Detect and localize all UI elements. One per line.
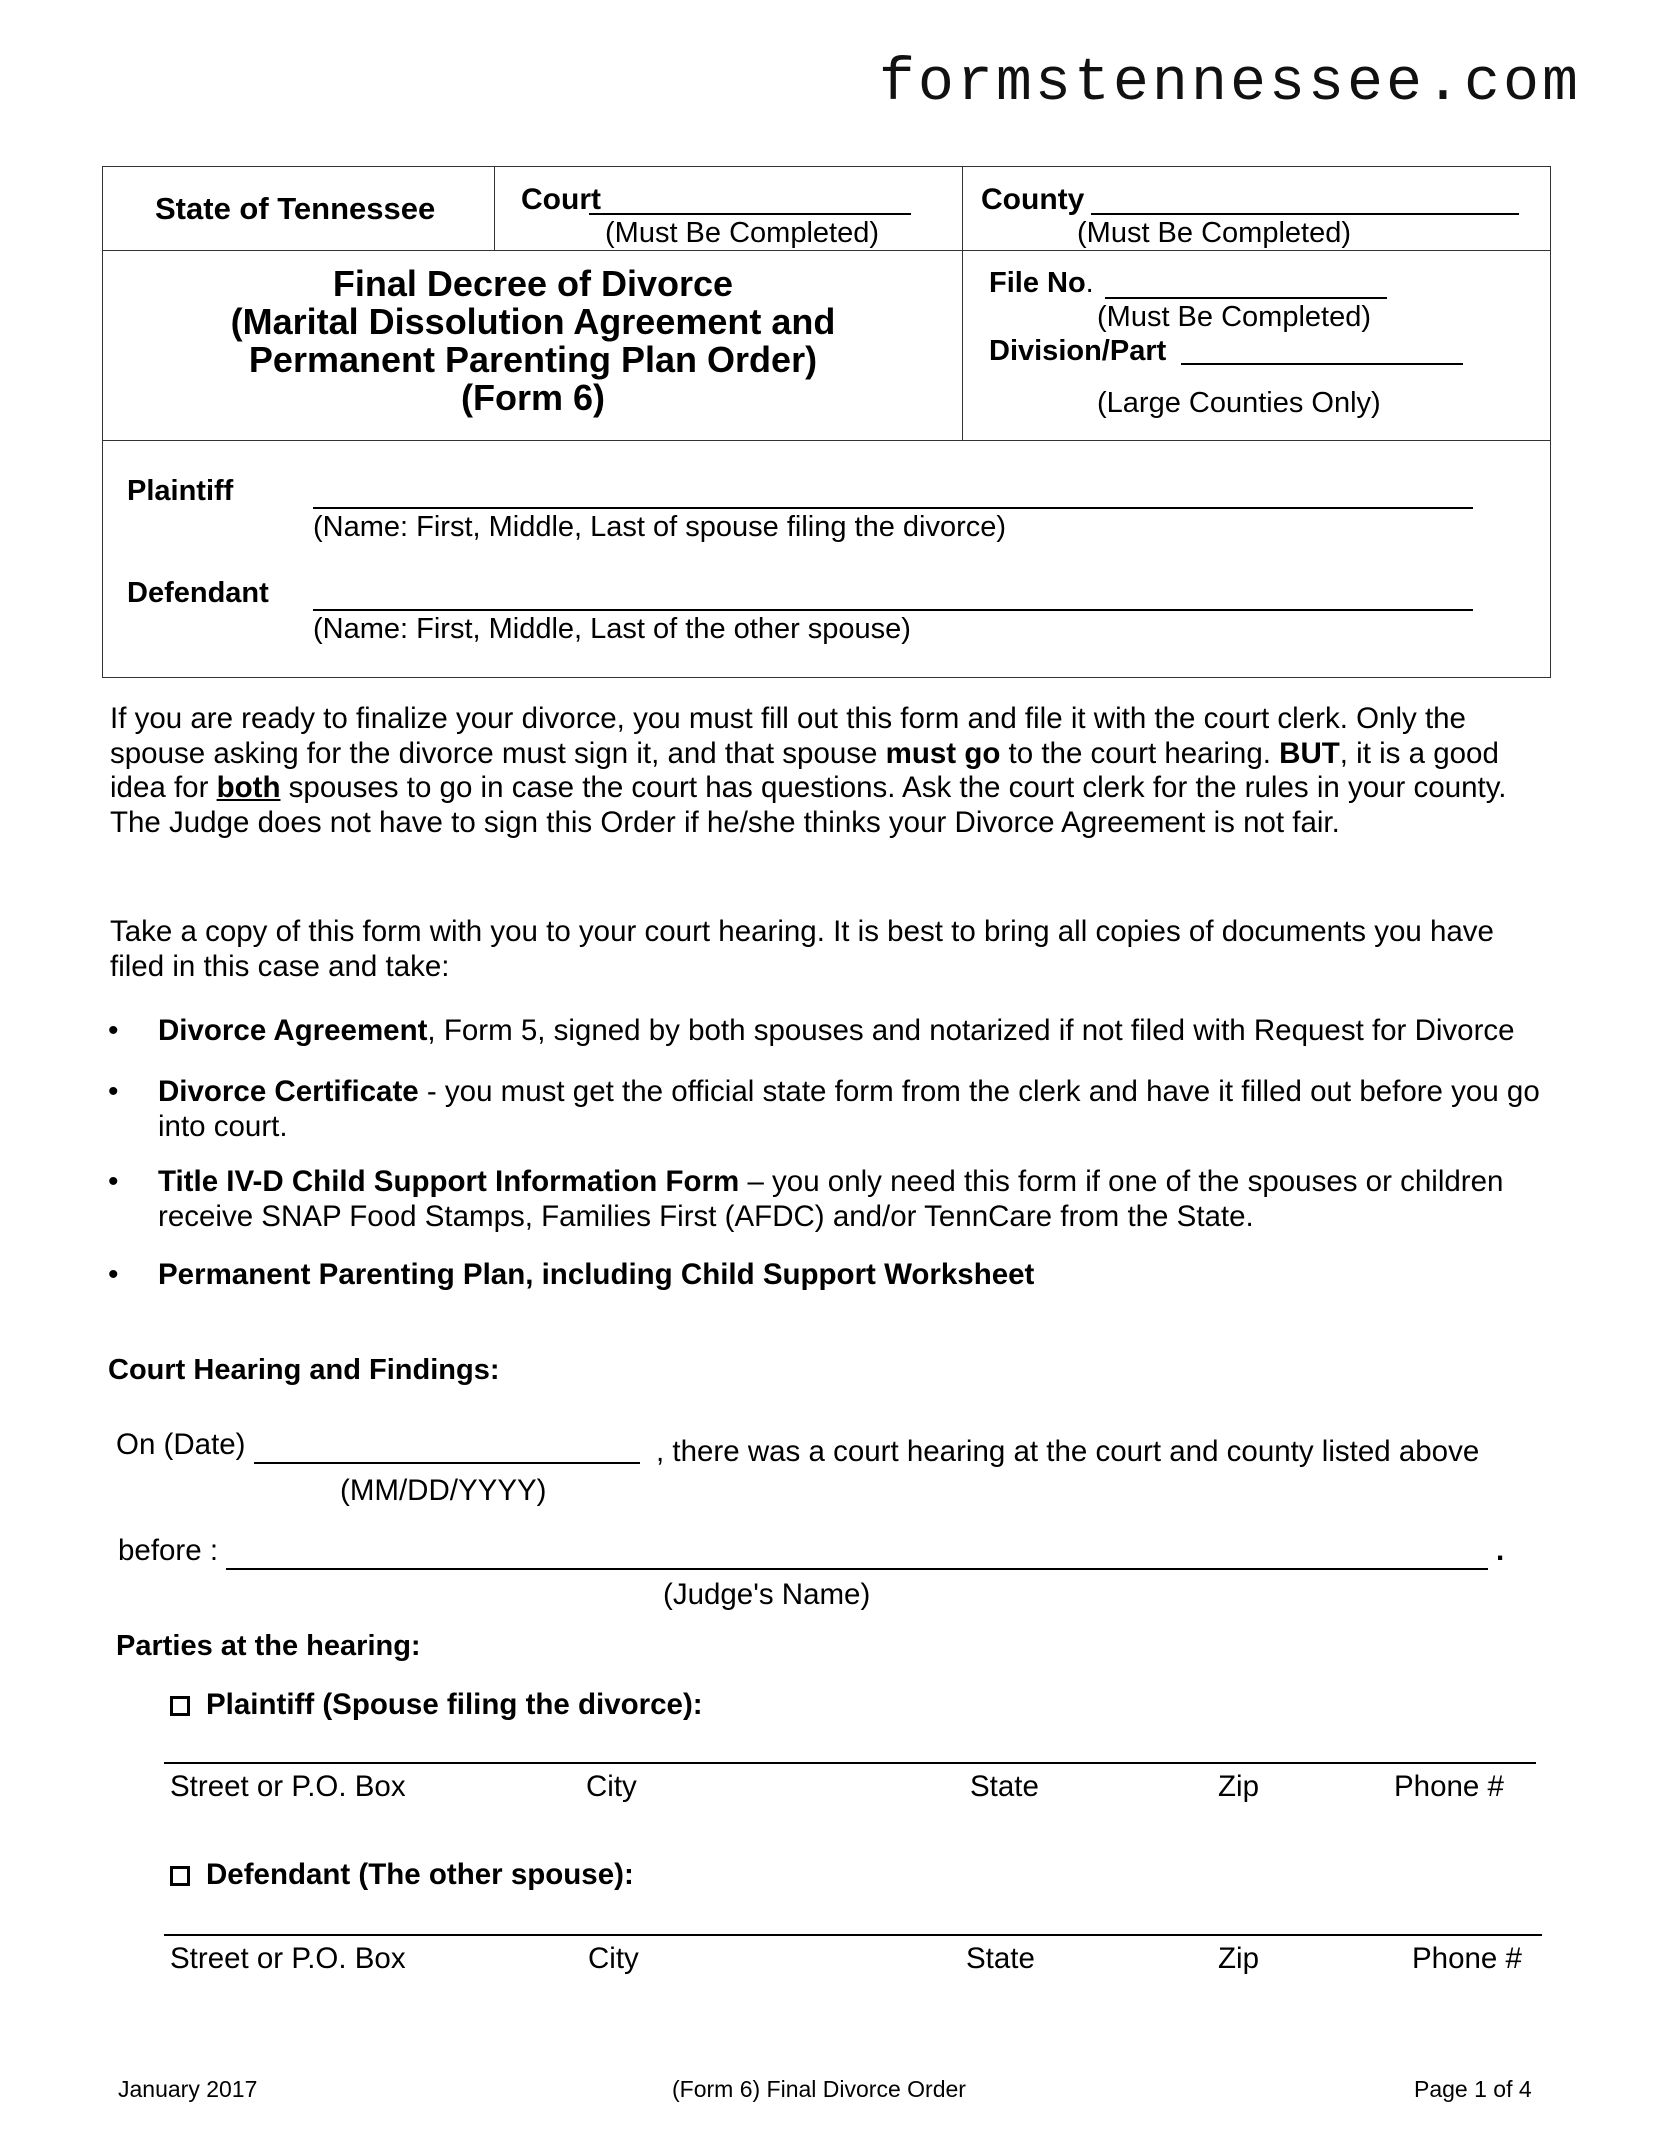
county-label: County <box>981 183 1085 216</box>
county-note: (Must Be Completed) <box>1077 217 1351 249</box>
both-text: both <box>216 771 281 804</box>
before-label: before : <box>118 1534 219 1567</box>
plaintiff-note: (Name: First, Middle, Last of spouse filing the divorce) <box>313 511 1007 543</box>
form-title: Final Decree of Divorce <box>332 263 734 304</box>
state-cell <box>103 167 495 251</box>
before-end-period: . <box>1496 1534 1505 1567</box>
plaintiff-label: Plaintiff <box>127 475 234 507</box>
division-input[interactable] <box>1181 337 1463 365</box>
bullet-divorce-agreement: • Divorce Agreement, Form 5, signed by both spouses and notarized if not filed with Request for Divorce <box>108 1014 1515 1047</box>
defendant-address-input[interactable] <box>164 1912 1542 1936</box>
defendant-city-label: City <box>588 1942 639 1975</box>
bullet-parenting-plan: • Permanent Parenting Plan, including Child Support Worksheet <box>108 1258 1035 1291</box>
plaintiff-city-label: City <box>586 1770 637 1803</box>
form-number: (Form 6) <box>461 377 605 418</box>
plaintiff-state-label: State <box>970 1770 1039 1803</box>
plaintiff-zip-label: Zip <box>1218 1770 1259 1803</box>
file-no-label: File No <box>989 267 1086 299</box>
title-cell <box>103 251 963 441</box>
defendant-label: Defendant <box>127 577 269 609</box>
defendant-phone-label: Phone # <box>1412 1942 1522 1975</box>
parties-heading: Parties at the hearing: <box>116 1630 421 1662</box>
but-text: BUT <box>1279 736 1340 770</box>
form-subtitle-2: Permanent Parenting Plan Order) <box>248 339 818 380</box>
footer-date: January 2017 <box>118 2076 258 2102</box>
after-date-text: , there was a court hearing at the court and county listed above <box>656 1435 1480 1468</box>
file-no-dot: . <box>1085 267 1094 299</box>
defendant-note: (Name: First, Middle, Last of the other spouse) <box>313 613 911 645</box>
file-no-input[interactable] <box>1105 271 1387 299</box>
defendant-option-label: Defendant (The other spouse): <box>206 1858 634 1891</box>
plaintiff-phone-label: Phone # <box>1394 1770 1504 1803</box>
plaintiff-option-label: Plaintiff (Spouse filing the divorce): <box>206 1688 703 1721</box>
defendant-street-label: Street or P.O. Box <box>170 1942 406 1975</box>
state-label: State of Tennessee <box>155 191 436 226</box>
defendant-zip-label: Zip <box>1218 1942 1259 1975</box>
division-label: Division/Part <box>989 335 1167 367</box>
defendant-checkbox[interactable] <box>170 1866 190 1886</box>
parties-cell <box>103 441 1550 677</box>
division-note: (Large Counties Only) <box>1097 387 1381 419</box>
file-cell <box>963 251 1550 441</box>
watermark: formstennessee.com <box>878 50 1581 118</box>
defendant-option <box>170 1858 634 1892</box>
plaintiff-address-input[interactable] <box>164 1740 1536 1764</box>
bullet-divorce-certificate: • Divorce Certificate - you must get the official state form from the clerk and have it filled out before you go into court. <box>108 1075 1540 1143</box>
judge-name-note: (Judge's Name) <box>663 1578 871 1611</box>
must-go-text: must go <box>885 736 1001 770</box>
court-note: (Must Be Completed) <box>605 217 879 249</box>
plaintiff-street-label: Street or P.O. Box <box>170 1770 406 1803</box>
county-input[interactable] <box>1091 185 1519 215</box>
county-cell <box>963 167 1550 251</box>
bullet-title-ivd: • Title IV-D Child Support Information Form – you only need this form if one of the spouses or children receive SNAP Food Stamps, Families First (AFDC) and/or TennCare from the State. <box>108 1165 1504 1233</box>
defendant-state-label: State <box>966 1942 1035 1975</box>
footer-form-name: (Form 6) Final Divorce Order <box>672 2076 966 2102</box>
court-label: Court <box>521 183 601 216</box>
court-cell <box>495 167 963 251</box>
footer-page-number: Page 1 of 4 <box>1414 2076 1532 2102</box>
intro-paragraph-1: If you are ready to finalize your divorce, you must fill out this form and file it with the court clerk. Only the spouse asking for the divorce must sign it, and that spouse must go to the court hearing. BUT, it is a good idea for both spouses to go in case the court has questions. Ask the court clerk for the rules in your county. The Judge does not have to sign this Order if he/she thinks your Divorce Agreement is not fair. <box>110 702 1507 839</box>
judge-name-input[interactable] <box>226 1532 1488 1570</box>
plaintiff-checkbox[interactable] <box>170 1696 190 1716</box>
on-date-label: On (Date) <box>116 1428 246 1461</box>
plaintiff-option <box>170 1688 703 1722</box>
plaintiff-name-input[interactable] <box>313 471 1473 509</box>
date-format-note: (MM/DD/YYYY) <box>340 1474 547 1507</box>
hearing-date-input[interactable] <box>254 1426 640 1464</box>
header-table <box>102 166 1551 678</box>
defendant-name-input[interactable] <box>313 573 1473 611</box>
hearing-heading: Court Hearing and Findings: <box>108 1354 500 1386</box>
court-input[interactable] <box>589 185 911 215</box>
intro-paragraph-2: Take a copy of this form with you to your court hearing. It is best to bring all copies of documents you have filed in this case and take: <box>110 915 1494 983</box>
file-no-note: (Must Be Completed) <box>1097 301 1371 333</box>
form-subtitle-1: (Marital Dissolution Agreement and <box>230 301 836 342</box>
